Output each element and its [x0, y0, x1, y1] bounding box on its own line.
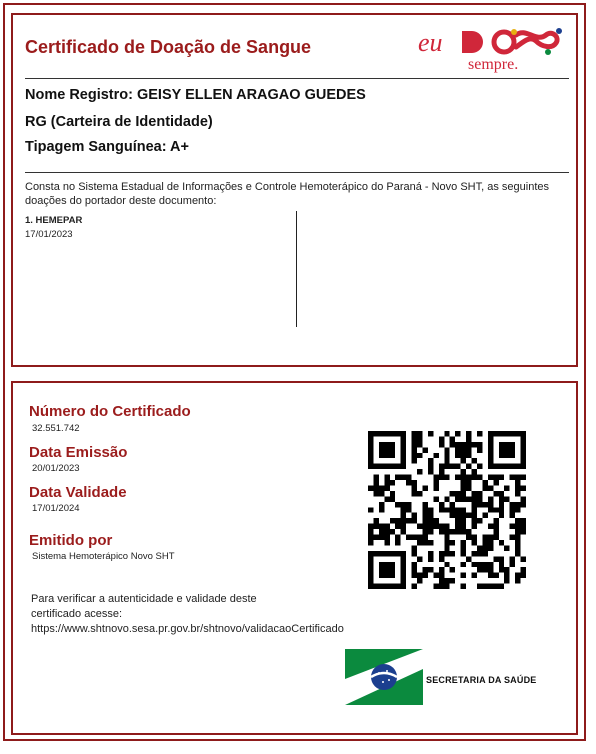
certificate-details-panel: [11, 381, 578, 735]
issued-by-label: Emitido por: [29, 532, 113, 549]
donor-panel: [11, 13, 578, 367]
divider: [25, 78, 569, 79]
issue-date-label: Data Emissão: [29, 444, 128, 461]
certificate-number-value: 32.551.742: [32, 423, 80, 434]
donations-intro: Consta no Sistema Estadual de Informações e Controle Hemoterápico do Paraná - Novo SHT, as seguintes doações do portador deste documento:: [25, 181, 549, 207]
parana-flag-icon: [345, 649, 423, 705]
column-divider: [296, 211, 297, 327]
issue-date-value: 20/01/2023: [32, 463, 80, 474]
eu-doo-sempre-logo: [418, 23, 572, 73]
certificate-number-label: Número do Certificado: [29, 403, 191, 420]
validity-date-label: Data Validade: [29, 484, 127, 501]
rg-label: RG (Carteira de Identidade): [25, 114, 213, 130]
svg-text:sempre.: sempre.: [468, 56, 519, 73]
issued-by-value: Sistema Hemoterápico Novo SHT: [32, 551, 175, 562]
certificate-title: Certificado de Doação de Sangue: [25, 37, 312, 57]
qr-code[interactable]: [368, 431, 526, 589]
donation-date: 17/01/2023: [25, 229, 73, 240]
health-secretariat-label: SECRETARIA DA SAÚDE: [426, 675, 537, 685]
divider: [25, 172, 569, 173]
verification-text: Para verificar a autenticidade e validade deste certificado acesse: https://www.shtnovo.sesa.pr.gov.br/shtnovo/validacaoCertificado: [31, 593, 344, 635]
validity-date-value: 17/01/2024: [32, 503, 80, 514]
donor-name: Nome Registro: GEISY ELLEN ARAGAO GUEDES: [25, 87, 366, 103]
blood-type: Tipagem Sanguínea: A+: [25, 139, 189, 155]
svg-text:eu: eu: [418, 28, 443, 57]
donation-place: 1. HEMEPAR: [25, 215, 83, 226]
